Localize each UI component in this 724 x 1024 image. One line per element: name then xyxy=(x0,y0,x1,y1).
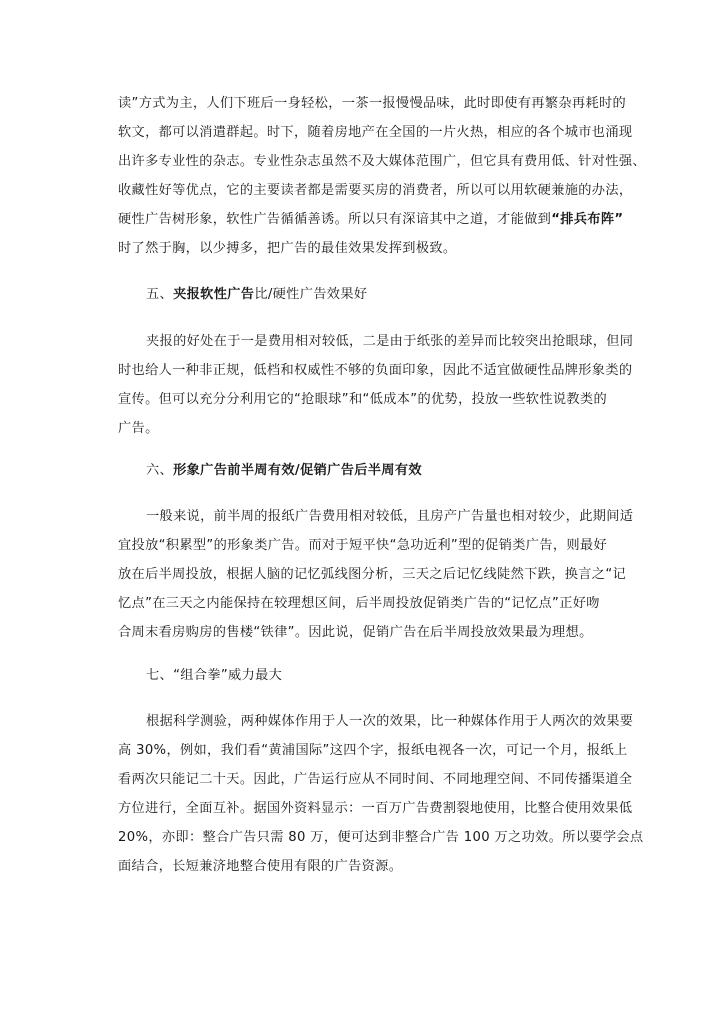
section-heading-5 xyxy=(146,285,367,305)
heading-number: 六、 xyxy=(146,463,174,478)
paragraph-line xyxy=(118,205,624,234)
bold-phrase: “排兵布阵” xyxy=(551,212,624,227)
paragraph-line: 出许多专业性的杂志。专业性杂志虽然不及大媒体范围广，但它具有费用低、针对性强、 xyxy=(118,154,646,169)
paragraph-line: 方位进行，全面互补。据国外资料显示：一百万广告费割裂地使用，比整合使用效果低 xyxy=(118,801,633,816)
paragraph-line: 面结合，长短兼济地整合使用有限的广告资源。 xyxy=(118,859,403,874)
paragraph-timing xyxy=(118,502,634,647)
paragraph-line: 根据科学测验，两种媒体作用于人一次的效果，比一种媒体作用于人两次的效果要 xyxy=(146,714,634,729)
paragraph-line: 合周末看房购房的售楼“铁律”。因此说，促销广告在后半周投放效果最为理想。 xyxy=(118,625,593,640)
paragraph-line: 一般来说，前半周的报纸广告费用相对较低，且房产广告量也相对较少，此期间适 xyxy=(146,509,634,524)
section-heading-6 xyxy=(146,461,422,481)
paragraph-line: 看两次只能记二十天。因此，广告运行应从不同时间、不同地理空间、不同传播渠道全 xyxy=(118,772,633,787)
paragraph-magazine-ads xyxy=(118,89,646,263)
paragraph-line: 夹报的好处在于一是费用相对较低，二是由于纸张的差异而比较突出抢眼球，但同 xyxy=(146,334,634,349)
paragraph-line: 读”方式为主，人们下班后一身轻松，一茶一报慢慢品味，此时即使有再繁杂再耗时的 xyxy=(118,96,627,111)
paragraph-line: 高 30%，例如，我们看“黄浦国际”这四个字，报纸电视各一次，可记一个月，报纸上 xyxy=(118,743,628,758)
heading-number: 五、 xyxy=(146,287,174,302)
paragraph-combination xyxy=(118,707,644,881)
paragraph-line: 广告。 xyxy=(118,421,159,436)
paragraph-line: 放在后半周投放，根据人脑的记忆弧线图分析，三天之后记忆线陡然下跌，换言之“记 xyxy=(118,567,627,582)
section-heading-7: 七、“组合拳”威力最大 xyxy=(146,668,283,683)
heading-bold-text: 形象广告前半周有效/促销广告后半周有效 xyxy=(173,463,422,478)
heading-text: 比/硬性广告效果好 xyxy=(254,287,368,302)
paragraph-line: 20%，亦即：整合广告只需 80 万，便可达到非整合广告 100 万之功效。所以要学会点 xyxy=(118,830,644,845)
paragraph-insert-ads xyxy=(118,327,634,443)
paragraph-line: 忆点”在三天之内能保持在较理想区间，后半周投放促销类广告的“记忆点”正好吻 xyxy=(118,596,600,611)
paragraph-line: 收藏性好等优点，它的主要读者都是需要买房的消费者，所以可以用软硬兼施的办法， xyxy=(118,183,633,198)
line-text: 硬性广告树形象，软性广告循循善诱。所以只有深谙其中之道，才能做到 xyxy=(118,212,552,227)
paragraph-line: 宜投放“积累型”的形象类广告。而对于短平快“急功近利”型的促销类广告，则最好 xyxy=(118,538,607,553)
paragraph-line: 时也给人一种非正规，低档和权威性不够的负面印象，因此不适宜做硬性品牌形象类的 xyxy=(118,363,633,378)
paragraph-line: 软文，都可以消遣群起。时下，随着房地产在全国的一片火热，相应的各个城市也涌现 xyxy=(118,125,633,140)
paragraph-line: 宣传。但可以充分分利用它的“抢眼球”和“低成本”的优势，投放一些软性说教类的 xyxy=(118,392,607,407)
heading-bold-text: 夹报软性广告 xyxy=(173,287,255,302)
paragraph-line: 时了然于胸，以少搏多，把广告的最佳效果发挥到极致。 xyxy=(118,241,457,256)
